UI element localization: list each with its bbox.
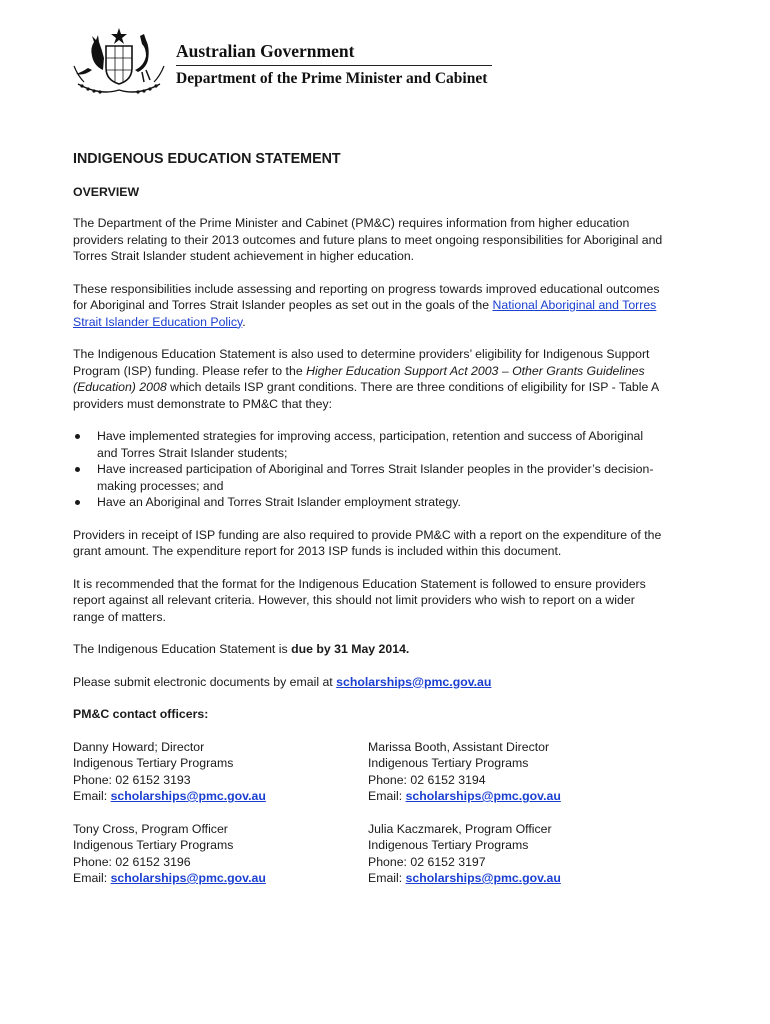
email-label: Email: bbox=[368, 871, 406, 885]
bullet-icon bbox=[75, 500, 80, 505]
paragraph-expenditure: Providers in receipt of ISP funding are also required to provide PM&C with a report on the expenditure of the grant amount. The expenditure report for 2013 ISP funds is included within this document. bbox=[73, 527, 662, 558]
document-title: INDIGENOUS EDUCATION STATEMENT bbox=[73, 151, 341, 167]
paragraph-submit bbox=[73, 674, 663, 691]
list-item bbox=[73, 494, 663, 511]
paragraph-text: Please submit electronic documents by email at bbox=[73, 674, 337, 689]
contact-name: Danny Howard; Director bbox=[73, 739, 205, 754]
contact-phone: Phone: 02 6152 3194 bbox=[368, 772, 486, 787]
contact-name: Marissa Booth, Assistant Director bbox=[368, 739, 550, 754]
contact-unit: Indigenous Tertiary Programs bbox=[73, 756, 234, 770]
contact-unit: Indigenous Tertiary Programs bbox=[368, 756, 529, 770]
contact-unit: Indigenous Tertiary Programs bbox=[368, 838, 529, 852]
email-label: Email: bbox=[73, 871, 111, 885]
list-item-text: Have increased participation of Aboriginal and Torres Strait Islander peoples in the provider’s decision-making processes; and bbox=[97, 462, 654, 493]
contacts-column-left bbox=[73, 739, 368, 903]
paragraph-eligibility bbox=[73, 346, 663, 412]
contact-email-line bbox=[368, 788, 663, 805]
bullet-icon bbox=[75, 467, 80, 472]
contact-email-line bbox=[73, 788, 368, 805]
contact-email-link[interactable]: scholarships@pmc.gov.au bbox=[110, 871, 266, 885]
overview-heading: OVERVIEW bbox=[73, 185, 140, 199]
paragraph-text: which details ISP grant conditions. There are three conditions of eligibility for ISP - Table A providers must demonstrate to PM&C that they: bbox=[73, 380, 659, 411]
contact-card bbox=[73, 739, 368, 805]
coat-of-arms-icon bbox=[70, 26, 168, 98]
list-item bbox=[73, 428, 663, 461]
paragraph-text: . bbox=[242, 314, 246, 329]
paragraph-due-date bbox=[73, 641, 663, 658]
contacts-grid bbox=[73, 739, 663, 903]
paragraph-responsibilities bbox=[73, 281, 663, 331]
contacts-heading-text: PM&C contact officers: bbox=[73, 707, 209, 721]
contact-card bbox=[73, 821, 368, 887]
due-date: due by 31 May 2014. bbox=[291, 642, 410, 656]
contact-name: Julia Kaczmarek, Program Officer bbox=[368, 821, 552, 836]
paragraph-text: These responsibilities include assessing and reporting on progress towards improved educational outcomes for Aboriginal and Torres Strait Islander peoples as set out in the goals of the bbox=[73, 281, 660, 312]
email-label: Email: bbox=[73, 789, 111, 803]
eligibility-conditions-list bbox=[73, 428, 663, 511]
header-divider bbox=[176, 65, 492, 66]
paragraph-text: The Indigenous Education Statement is also used to determine providers’ eligibility for Indigenous Support Program (ISP) funding. Please refer to the bbox=[73, 347, 650, 378]
contact-phone: Phone: 02 6152 3196 bbox=[73, 854, 191, 869]
paragraph-intro: The Department of the Prime Minister and Cabinet (PM&C) requires information from higher education providers relating to their 2013 outcomes and future plans to meet ongoing responsibilities for Aboriginal and Torres Strait Islander student achievement in higher education. bbox=[73, 216, 663, 263]
contact-phone: Phone: 02 6152 3193 bbox=[73, 772, 191, 787]
contact-email-link[interactable]: scholarships@pmc.gov.au bbox=[110, 789, 266, 803]
paragraph-format: It is recommended that the format for the Indigenous Education Statement is followed to ensure providers report against all relevant criteria. However, this should not limit providers who wish to report on a wider range of matters. bbox=[73, 576, 646, 624]
contact-card bbox=[368, 821, 663, 887]
education-policy-link[interactable]: National Aboriginal and Torres Strait Islander Education Policy bbox=[73, 298, 657, 329]
submit-email-link[interactable]: scholarships@pmc.gov.au bbox=[336, 674, 492, 689]
paragraph-text: The Indigenous Education Statement is bbox=[73, 642, 292, 656]
contact-email-line bbox=[73, 870, 368, 887]
contacts-column-right bbox=[368, 739, 663, 903]
contact-phone: Phone: 02 6152 3197 bbox=[368, 854, 486, 869]
contact-email-link[interactable]: scholarships@pmc.gov.au bbox=[405, 789, 561, 803]
list-item-text: Have implemented strategies for improving access, participation, retention and success of Aboriginal and Torres Strait Islander students; bbox=[97, 429, 644, 460]
list-item-text: Have an Aboriginal and Torres Strait Islander employment strategy. bbox=[97, 495, 461, 509]
government-name: Australian Government bbox=[176, 41, 355, 61]
contact-unit: Indigenous Tertiary Programs bbox=[73, 838, 234, 852]
bullet-icon bbox=[75, 434, 80, 439]
list-item bbox=[73, 461, 663, 494]
email-label: Email: bbox=[368, 789, 406, 803]
act-reference: Higher Education Support Act 2003 – Other Grants Guidelines (Education) 2008 bbox=[73, 363, 645, 394]
contact-email-line bbox=[368, 870, 663, 887]
contacts-heading bbox=[73, 706, 663, 723]
contact-email-link[interactable]: scholarships@pmc.gov.au bbox=[405, 871, 561, 885]
contact-card bbox=[368, 739, 663, 805]
contact-name: Tony Cross, Program Officer bbox=[73, 821, 228, 836]
document-body bbox=[73, 150, 663, 903]
department-name: Department of the Prime Minister and Cabinet bbox=[176, 70, 488, 87]
